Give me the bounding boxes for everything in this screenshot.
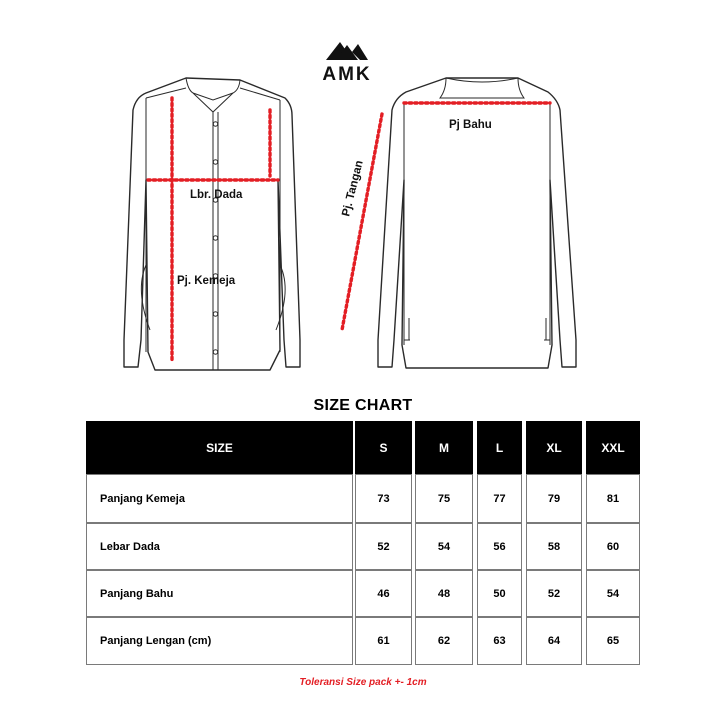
sleeve-measure-line — [342, 114, 382, 330]
header-xl: XL — [526, 421, 582, 474]
table-cell: 48 — [415, 570, 473, 617]
table-cell: 77 — [477, 474, 522, 523]
table-cell: 52 — [355, 523, 412, 570]
table-cell: 46 — [355, 570, 412, 617]
table-cell: 54 — [415, 523, 473, 570]
table-cell: 56 — [477, 523, 522, 570]
header-size: SIZE — [86, 421, 353, 474]
table-cell: 58 — [526, 523, 582, 570]
table-cell: 50 — [477, 570, 522, 617]
front-shirt-drawing — [124, 78, 300, 370]
table-cell: 79 — [526, 474, 582, 523]
table-cell: 62 — [415, 617, 473, 665]
header-xxl: XXL — [586, 421, 640, 474]
row-label-panjang-lengan: Panjang Lengan (cm) — [86, 617, 353, 665]
table-cell: 60 — [586, 523, 640, 570]
back-shirt-drawing — [340, 78, 576, 368]
brand-name: AMK — [322, 64, 372, 85]
row-label-panjang-kemeja: Panjang Kemeja — [86, 474, 353, 523]
table-cell: 75 — [415, 474, 473, 523]
table-cell: 63 — [477, 617, 522, 665]
sleeve-label: Pj. Tangan — [340, 159, 366, 218]
tolerance-note: Toleransi Size pack +- 1cm — [299, 677, 427, 688]
header-l: L — [477, 421, 522, 474]
brand-logo — [322, 42, 371, 85]
size-chart-title: SIZE CHART — [313, 397, 413, 414]
table-cell: 81 — [586, 474, 640, 523]
table-cell: 52 — [526, 570, 582, 617]
table-cell: 61 — [355, 617, 412, 665]
length-label: Pj. Kemeja — [177, 275, 236, 287]
table-cell: 64 — [526, 617, 582, 665]
header-s: S — [355, 421, 412, 474]
row-label-lebar-dada: Lebar Dada — [86, 523, 353, 570]
chest-label: Lbr. Dada — [190, 189, 243, 201]
shoulder-label: Pj Bahu — [449, 119, 492, 131]
table-cell: 73 — [355, 474, 412, 523]
table-cell: 54 — [586, 570, 640, 617]
row-label-panjang-bahu: Panjang Bahu — [86, 570, 353, 617]
header-m: M — [415, 421, 473, 474]
table-cell: 65 — [586, 617, 640, 665]
